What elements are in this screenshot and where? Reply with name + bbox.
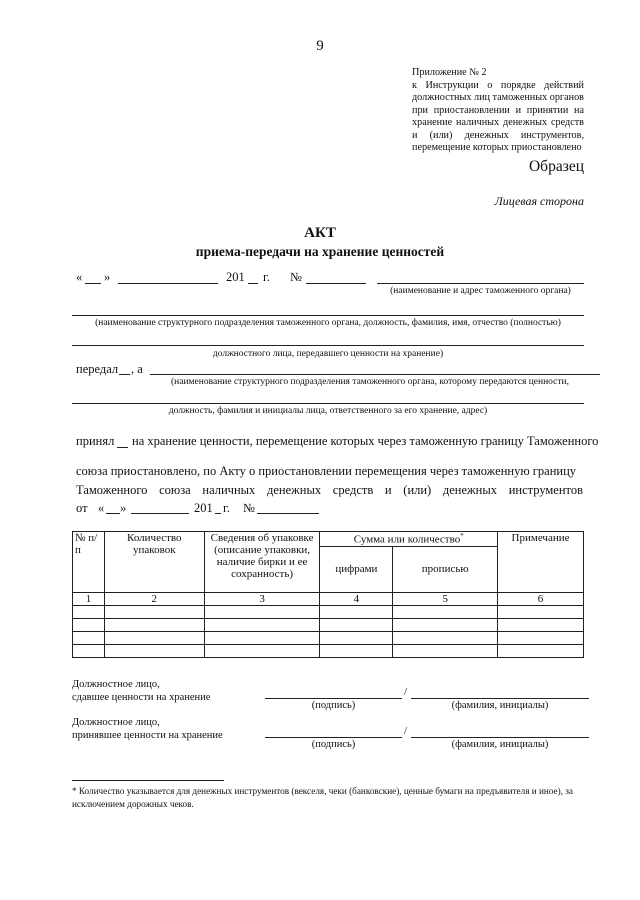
- table-cell[interactable]: [320, 605, 393, 618]
- act-number-field[interactable]: [306, 283, 366, 284]
- ref-year-prefix: 201: [194, 501, 213, 515]
- table-cell[interactable]: [104, 605, 204, 618]
- footnote-text: * Количество указывается для денежных инструментов (векселя, чеки (банковские), ценные бумаги на предъявителя и иное), за исключением дорожных чеков.: [72, 786, 573, 809]
- column-number: 6: [498, 592, 584, 605]
- day-field[interactable]: [85, 283, 101, 284]
- receiver-signature-field[interactable]: [265, 737, 402, 738]
- column-number-row: [73, 592, 584, 605]
- ref-year-suffix: г.: [223, 501, 230, 515]
- ref-date-open-quote: «: [98, 501, 105, 515]
- table-cell[interactable]: [498, 605, 584, 618]
- footnote-mark: *: [460, 532, 464, 540]
- table-row: [73, 605, 584, 618]
- transferor-caption-2: должностного лица, передавшего ценности на хранение): [212, 349, 444, 359]
- signature-label-line: Должностное лицо,: [72, 679, 160, 690]
- signature-separator: /: [404, 725, 408, 737]
- date-open-quote: «: [76, 270, 83, 284]
- transferred-ending-field[interactable]: [119, 374, 130, 375]
- signature-label-line: сдавшее ценности на хранение: [72, 692, 211, 703]
- transferred-suffix: , а: [131, 362, 143, 376]
- body-line-1: на хранение ценности, перемещение которых через таможенную границу Таможенного: [132, 434, 599, 448]
- table-cell[interactable]: [498, 618, 584, 631]
- header-row-number: № п/п: [73, 532, 105, 593]
- table-cell[interactable]: [320, 618, 393, 631]
- header-in-figures: цифрами: [320, 546, 393, 592]
- table-cell[interactable]: [73, 631, 105, 644]
- table-row: [73, 644, 584, 657]
- transferor-name-field[interactable]: [411, 698, 589, 699]
- header-in-words: прописью: [393, 546, 498, 592]
- column-number: 2: [104, 592, 204, 605]
- header-package-info: Сведения об упаковке (описание упаковки, наличие бирки и ее сохранность): [204, 532, 320, 593]
- receiver-signature-caption: (подпись): [311, 739, 356, 750]
- column-number: 1: [73, 592, 105, 605]
- transferor-signature-caption: (подпись): [311, 700, 356, 711]
- body-from: от: [76, 501, 88, 515]
- accepted-word: принял: [76, 434, 115, 448]
- table-cell[interactable]: [204, 631, 320, 644]
- table-cell[interactable]: [104, 631, 204, 644]
- footnote-divider: [72, 780, 224, 781]
- table-cell[interactable]: [320, 631, 393, 644]
- table-row: [73, 618, 584, 631]
- number-sign: №: [290, 270, 302, 284]
- column-number: 4: [320, 592, 393, 605]
- header-note: Примечание: [498, 532, 584, 593]
- customs-body-caption: (наименование и адрес таможенного органа): [390, 286, 571, 296]
- table-cell[interactable]: [498, 644, 584, 657]
- header-amount-group-label: Сумма или количество: [353, 533, 461, 546]
- table-row: [73, 631, 584, 644]
- ref-date-close-quote: »: [120, 501, 127, 515]
- appendix-title: Приложение № 2: [412, 67, 487, 78]
- customs-body-field[interactable]: [377, 283, 584, 284]
- table-cell[interactable]: [73, 605, 105, 618]
- body-line-3: Таможенного союза наличных денежных средств и (или) денежных инструментов: [76, 483, 583, 497]
- receiver-signature-label: [72, 716, 223, 742]
- table-cell[interactable]: [393, 631, 498, 644]
- table-cell[interactable]: [393, 644, 498, 657]
- header-amount-group: [320, 532, 498, 547]
- table-cell[interactable]: [104, 644, 204, 657]
- table-cell[interactable]: [204, 618, 320, 631]
- column-number: 3: [204, 592, 320, 605]
- year-field[interactable]: [248, 283, 258, 284]
- document-subtitle: приема-передачи на хранение ценностей: [195, 244, 445, 259]
- side-label: Лицевая сторона: [494, 194, 584, 208]
- page-number: 9: [316, 38, 324, 54]
- receiver-name-field[interactable]: [411, 737, 589, 738]
- year-prefix: 201: [226, 270, 245, 284]
- appendix-text: к Инструкции о порядке действий должностных лиц таможенных органов при приостановлении и принятии на хранение наличных денежных средств и (или) денежных инструментов, перемещение которых приостановлено: [412, 79, 584, 153]
- ref-year-field[interactable]: [215, 513, 221, 514]
- receiver-field-2[interactable]: [72, 403, 584, 404]
- table-cell[interactable]: [104, 618, 204, 631]
- table-cell[interactable]: [204, 605, 320, 618]
- transferor-field-2[interactable]: [72, 345, 584, 346]
- receiver-field-1[interactable]: [150, 374, 600, 375]
- table-cell[interactable]: [204, 644, 320, 657]
- receiver-name-caption: (фамилия, инициалы): [451, 739, 549, 750]
- signature-label-line: принявшее ценности на хранение: [72, 730, 223, 741]
- transferor-signature-field[interactable]: [265, 698, 402, 699]
- table-cell[interactable]: [393, 618, 498, 631]
- ref-day-field[interactable]: [106, 513, 120, 514]
- table-cell[interactable]: [393, 605, 498, 618]
- table-cell[interactable]: [320, 644, 393, 657]
- ref-number-field[interactable]: [257, 513, 319, 514]
- valuables-table: [72, 531, 584, 658]
- year-suffix: г.: [263, 270, 270, 284]
- accepted-ending-field[interactable]: [117, 447, 128, 448]
- transferor-caption-1: (наименование структурного подразделения таможенного органа, должность, фамилия, имя, отчество (полностью): [95, 318, 561, 328]
- signature-separator: /: [404, 686, 408, 698]
- ref-month-field[interactable]: [131, 513, 189, 514]
- transferred-word: передал: [76, 362, 119, 376]
- ref-number-sign: №: [243, 501, 255, 515]
- date-close-quote: »: [104, 270, 111, 284]
- transferor-field-1[interactable]: [72, 315, 584, 316]
- document-title: АКТ: [304, 225, 336, 241]
- sample-label: Образец: [528, 158, 584, 175]
- table-cell[interactable]: [498, 631, 584, 644]
- appendix-note: [412, 67, 584, 155]
- month-field[interactable]: [118, 283, 218, 284]
- transferor-name-caption: (фамилия, инициалы): [451, 700, 549, 711]
- transferor-signature-label: [72, 678, 210, 704]
- receiver-caption-1: (наименование структурного подразделения таможенного органа, которому передаются ценности,: [171, 377, 569, 387]
- body-line-2: союза приостановлено, по Акту о приостановлении перемещения через таможенную границу: [76, 464, 577, 478]
- table-cell[interactable]: [73, 618, 105, 631]
- receiver-caption-2: должность, фамилия и инициалы лица, ответственного за его хранение, адрес): [168, 406, 488, 416]
- header-package-count: Количество упаковок: [104, 532, 204, 593]
- table-cell[interactable]: [73, 644, 105, 657]
- signature-label-line: Должностное лицо,: [72, 717, 160, 728]
- column-number: 5: [393, 592, 498, 605]
